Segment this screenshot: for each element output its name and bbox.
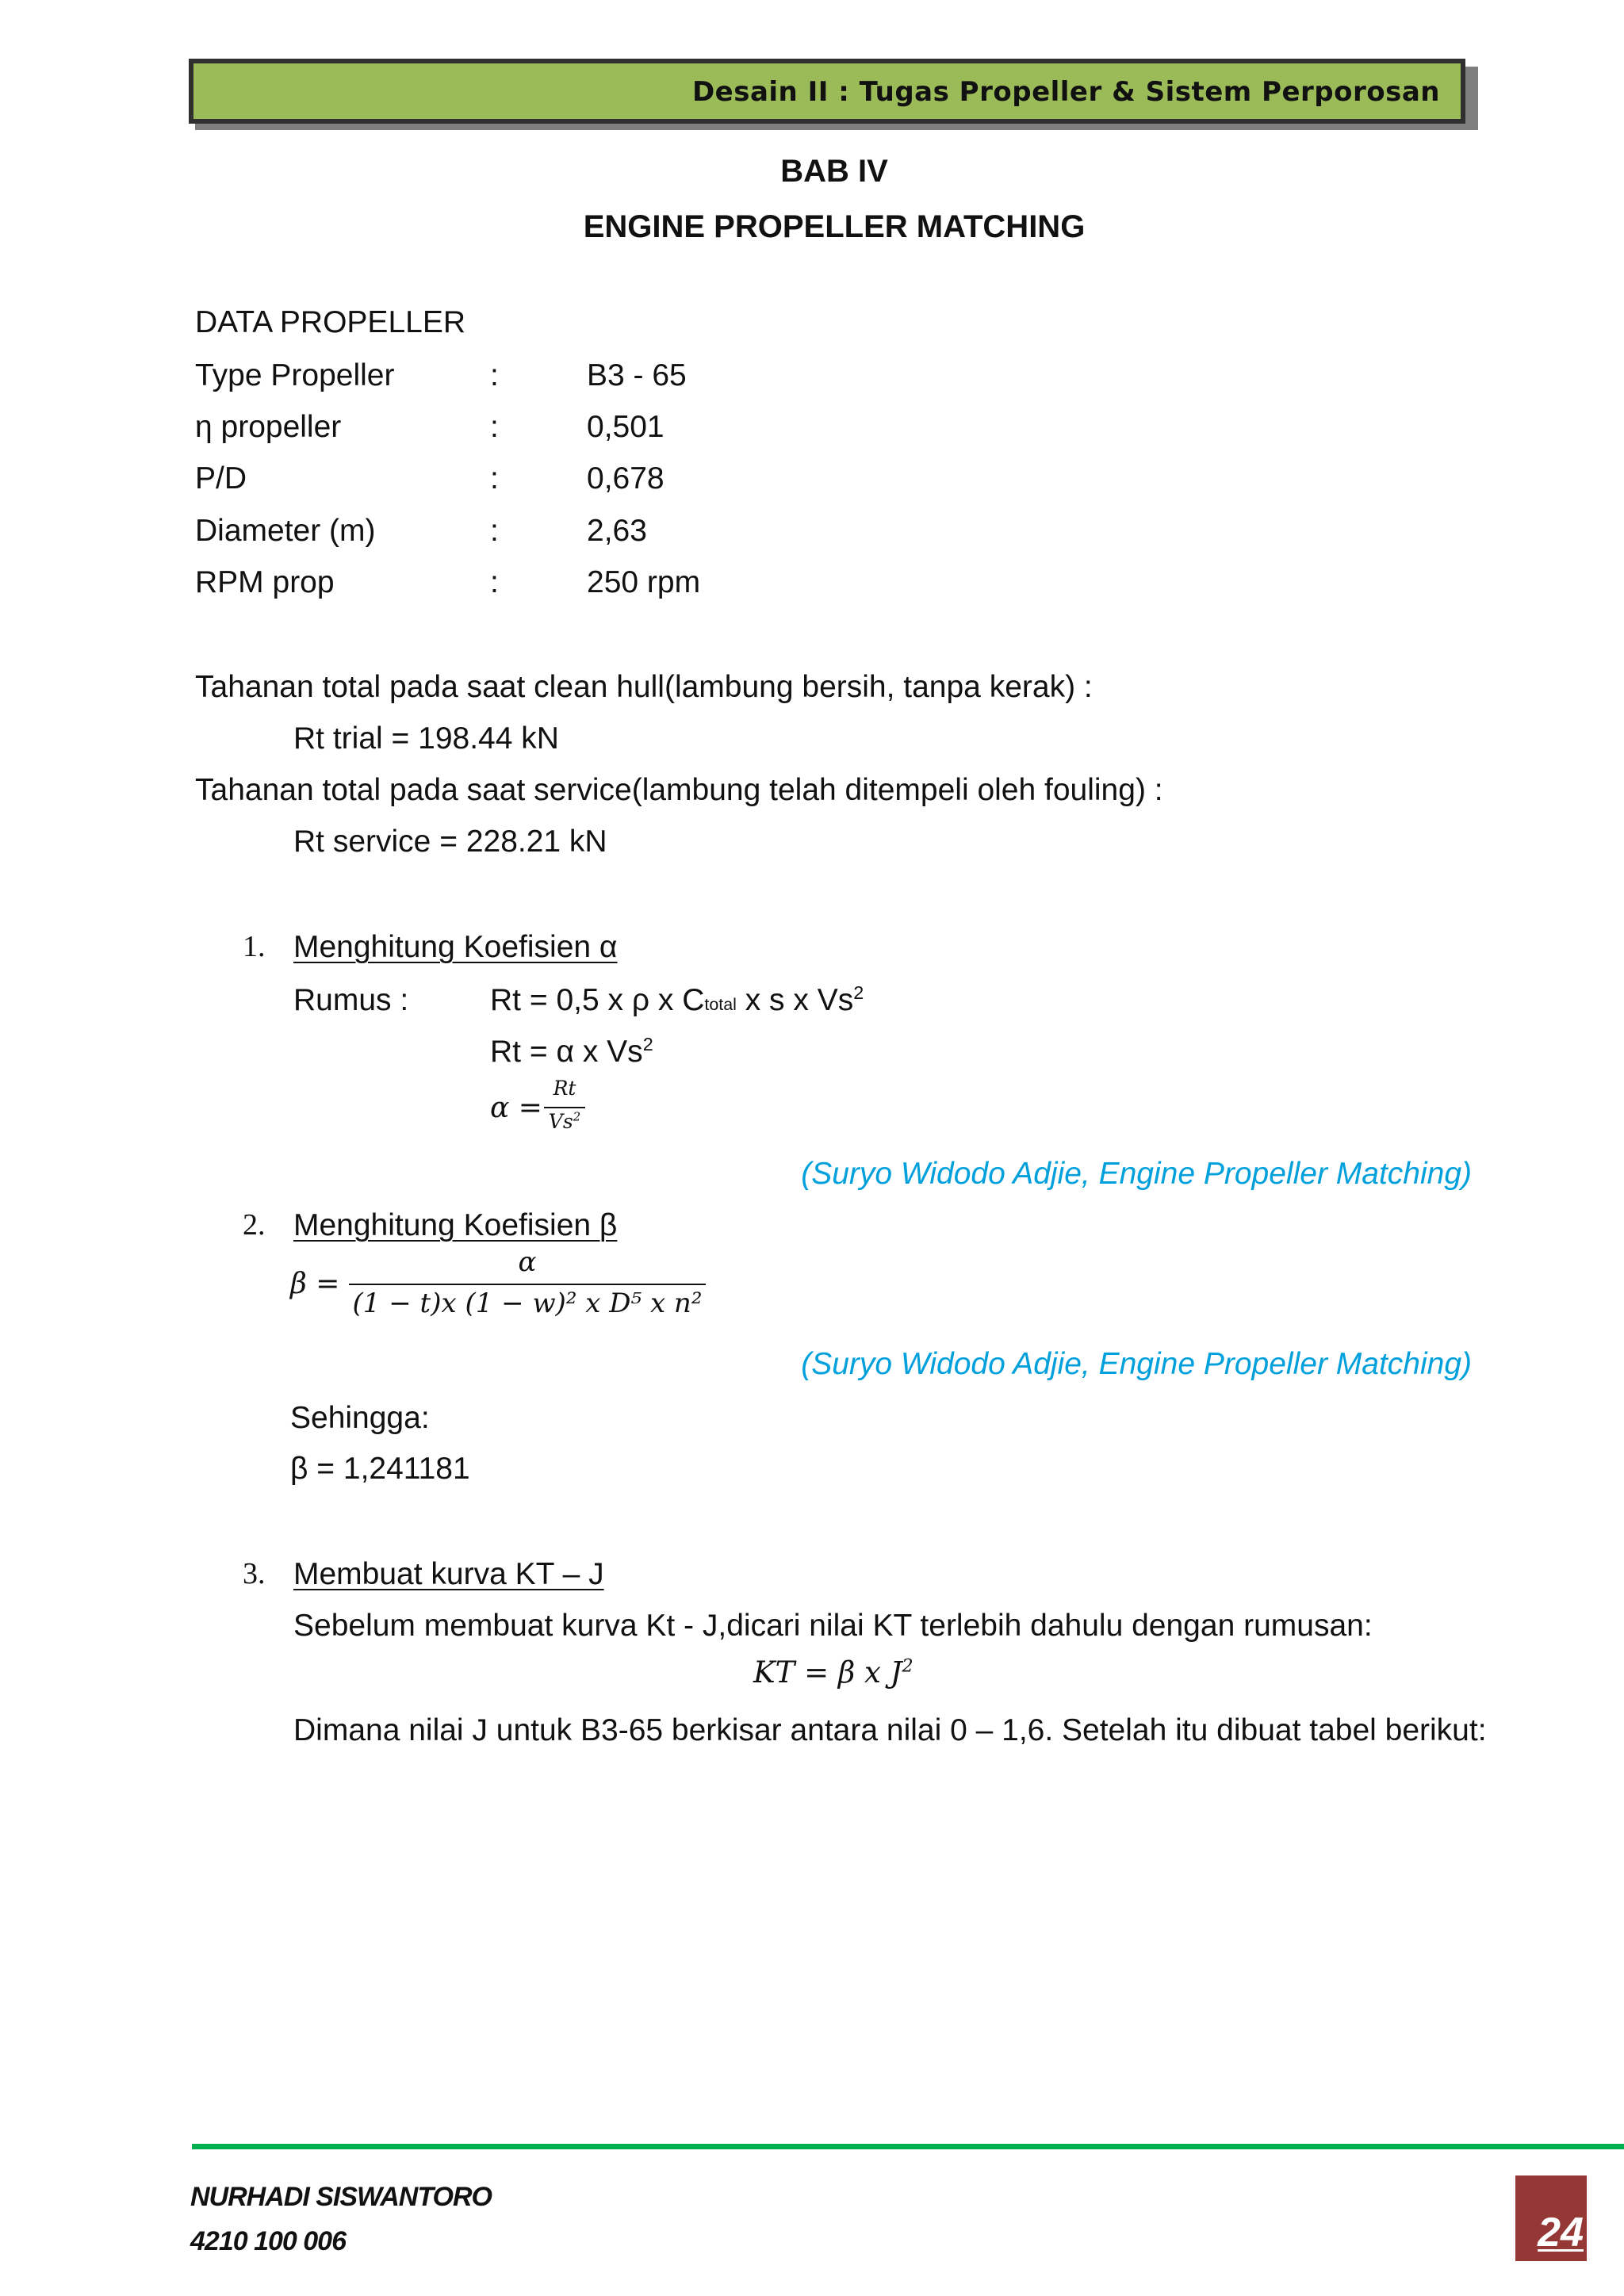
kt-formula: KT = β x $J^2$: [753, 1655, 914, 1689]
alpha-numerator: Rt: [553, 1077, 576, 1100]
data-colon: :: [490, 358, 499, 392]
author-name: NURHADI SISWANTORO: [190, 2182, 492, 2212]
alpha-fraction: [544, 1077, 585, 1140]
clean-hull-text: Tahanan total pada saat clean hull(lambung bersih, tanpa kerak) :: [195, 670, 1093, 704]
chapter-number: BAB IV: [780, 154, 888, 189]
section-number: 1.: [243, 930, 266, 963]
footer-divider: [192, 2144, 1624, 2149]
beta-value: β = 1,241181: [290, 1452, 470, 1486]
data-colon: :: [490, 461, 499, 496]
rt-service: Rt service = 228.21 kN: [293, 825, 607, 859]
data-value: 0,678: [587, 461, 665, 496]
data-label: η propeller: [195, 410, 342, 444]
alpha-lhs: α =: [490, 1092, 542, 1124]
so-label: Sehingga:: [290, 1401, 430, 1435]
beta-lhs: β =: [290, 1268, 340, 1300]
section-title: Membuat kurva KT – J: [293, 1557, 604, 1591]
kt-intro: Sebelum membuat kurva Kt - J,dicari nilai KT terlebih dahulu dengan rumusan:: [293, 1609, 1373, 1643]
propeller-data-heading: DATA PROPELLER: [195, 305, 466, 339]
data-label: RPM prop: [195, 565, 335, 599]
author-id: 4210 100 006: [190, 2226, 346, 2256]
data-value: 2,63: [587, 514, 647, 548]
page-number: 24: [1538, 2210, 1584, 2256]
formula-rt-full: Rt = 0,5 x ρ x Ctotal x s x Vs$^2$: [490, 982, 864, 1017]
data-value: 0,501: [587, 410, 665, 444]
data-colon: :: [490, 410, 499, 444]
data-colon: :: [490, 514, 499, 548]
header-title: Desain II : Tugas Propeller & Sistem Perporosan: [691, 76, 1440, 108]
data-value: 250 rpm: [587, 565, 701, 599]
section-number: 2.: [243, 1208, 266, 1242]
section-number: 3.: [243, 1557, 266, 1590]
rt-trial: Rt trial = 198.44 kN: [293, 721, 559, 756]
alpha-denominator: Vs$^2$: [548, 1109, 581, 1133]
formula-rt-alpha: Rt = α x Vs$^2$: [490, 1034, 653, 1069]
header-banner: [189, 59, 1465, 124]
beta-numerator: α: [518, 1246, 537, 1278]
kt-conclusion: Dimana nilai J untuk B3-65 berkisar antara nilai 0 – 1,6. Setelah itu dibuat tabel berikut:: [293, 1713, 1487, 1747]
data-label: Diameter (m): [195, 514, 376, 548]
beta-denominator: (1 − t)x (1 − w)² x D⁵ x n²: [352, 1288, 703, 1319]
fraction-bar: [544, 1107, 585, 1108]
data-label: Type Propeller: [195, 358, 395, 392]
page-number-badge: [1515, 2175, 1587, 2261]
service-text: Tahanan total pada saat service(lambung telah ditempeli oleh fouling) :: [195, 773, 1163, 807]
rumus-label: Rumus :: [293, 983, 409, 1017]
section-title: Menghitung Koefisien β: [293, 1208, 618, 1242]
data-value: B3 - 65: [587, 358, 687, 392]
citation: (Suryo Widodo Adjie, Engine Propeller Matching): [801, 1157, 1472, 1191]
data-label: P/D: [195, 461, 247, 496]
beta-fraction: [349, 1246, 706, 1326]
citation: (Suryo Widodo Adjie, Engine Propeller Matching): [801, 1347, 1472, 1381]
data-colon: :: [490, 565, 499, 599]
fraction-bar: [349, 1284, 706, 1285]
chapter-title: ENGINE PROPELLER MATCHING: [583, 209, 1086, 244]
section-title: Menghitung Koefisien α: [293, 930, 618, 964]
